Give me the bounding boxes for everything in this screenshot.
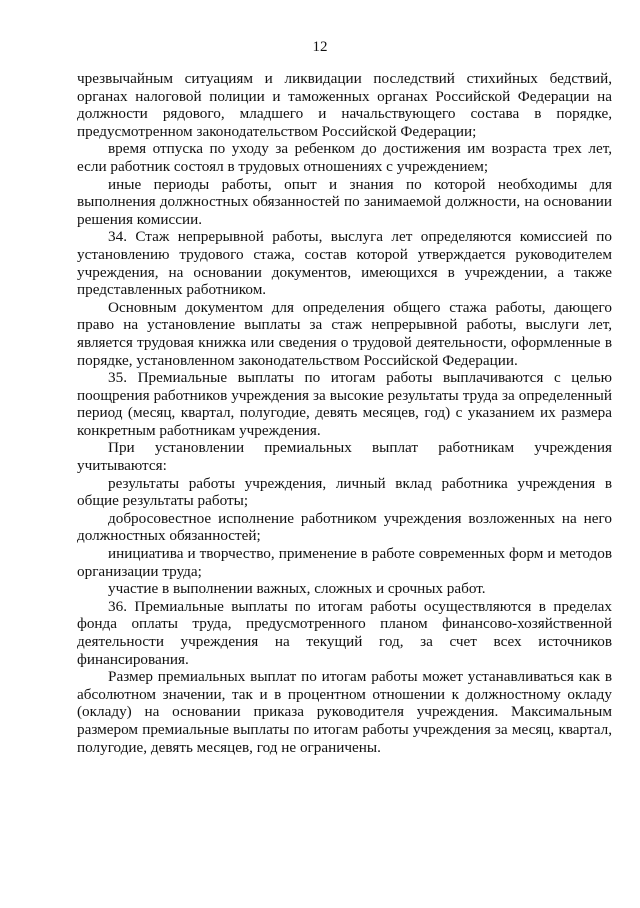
paragraph: Основным документом для определения общего стажа работы, дающего право на установление выплаты за стаж непрерывной работы, выслуги лет, является трудовая книжка или сведения о трудовой деятельности, оформленные в порядке, установленном законодательством Российской Федерации.	[77, 298, 612, 369]
paragraph: участие в выполнении важных, сложных и срочных работ.	[108, 580, 486, 598]
paragraph: При установлении премиальных выплат работникам учреждения учитываются:	[77, 439, 612, 475]
paragraph: Размер премиальных выплат по итогам работы может устанавливаться как в абсолютном значении, так и в процентном отношении к должностному окладу (окладу) на основании приказа руководителя учреждения. Максимальным размером премиальные выплаты по итогам работы учреждения за месяц, квартал, полугодие, девять месяцев, год не ограничены.	[77, 668, 612, 756]
paragraph: 34. Стаж непрерывной работы, выслуга лет определяются комиссией по установлению трудового стажа, состав которой утверждается руководителем учреждения, на основании документов, имеющихся в учреждении, а также представленных работником.	[77, 228, 612, 299]
paragraph: инициатива и творчество, применение в работе современных форм и методов организации труда;	[77, 545, 612, 580]
paragraph: добросовестное исполнение работником учреждения возложенных на него должностных обязанностей;	[77, 509, 612, 545]
document-body	[77, 70, 612, 756]
paragraph: иные периоды работы, опыт и знания по которой необходимы для выполнения должностных обязанностей по занимаемой должности, на основании решения комиссии.	[77, 175, 612, 228]
paragraph: результаты работы учреждения, личный вклад работника учреждения в общие результаты работы;	[77, 474, 612, 510]
paragraph: 36. Премиальные выплаты по итогам работы осуществляются в пределах фонда оплаты труда, предусмотренного планом финансово-хозяйственной деятельности учреждения на текущий год, за счет всех источников финансирования.	[77, 597, 612, 668]
paragraph: 35. Премиальные выплаты по итогам работы выплачиваются с целью поощрения работников учреждения за высокие результаты труда за определенный период (месяц, квартал, полугодие, девять месяцев, год) с указанием их размера конкретным работникам учреждения.	[77, 369, 612, 439]
paragraph: время отпуска по уходу за ребенком до достижения им возраста трех лет, если работник состоял в трудовых отношениях с учреждением;	[77, 140, 612, 175]
page-number: 12	[312, 39, 328, 55]
paragraph: чрезвычайным ситуациям и ликвидации последствий стихийных бедствий, органах налоговой полиции и таможенных органах Российской Федерации на должности рядового, младшего и начальствующего состава в порядке, предусмотренном законодательством Российской Федерации;	[77, 70, 612, 140]
